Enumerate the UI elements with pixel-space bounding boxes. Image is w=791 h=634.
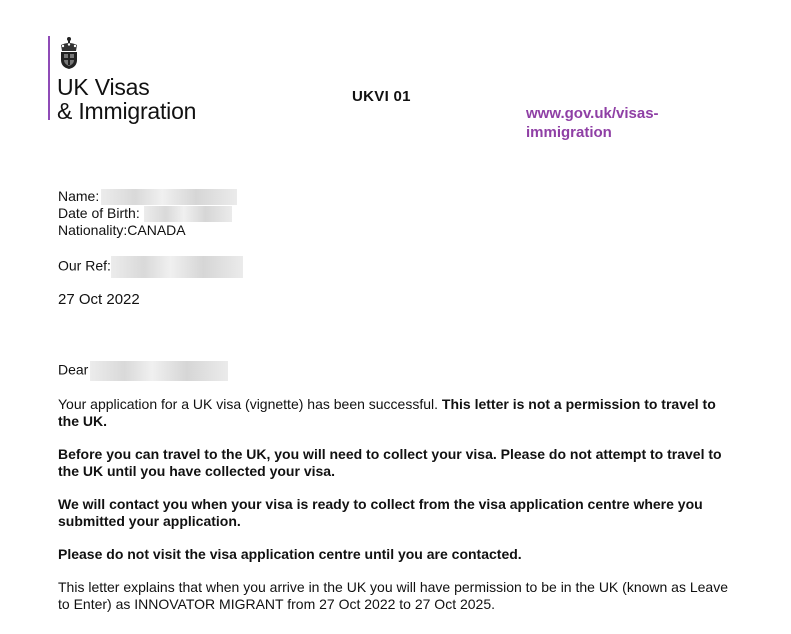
redacted-dob	[144, 206, 232, 222]
logo-text-line2: & Immigration	[57, 98, 197, 124]
nationality-label: Nationality:	[58, 222, 128, 238]
redacted-name	[101, 189, 237, 205]
dob-label: Date of Birth:	[58, 205, 140, 221]
salutation	[58, 361, 228, 381]
letter-body	[58, 396, 728, 629]
name-label: Name:	[58, 188, 100, 204]
paragraph-collect-visa: Before you can travel to the UK, you will need to collect your visa. Please do not attempt to travel to the UK until you have collected your visa.	[58, 446, 722, 479]
dob-row	[58, 205, 237, 222]
nationality-value: CANADA	[127, 222, 186, 238]
nationality-row	[58, 222, 237, 239]
redacted-recipient	[90, 361, 228, 381]
letter-date: 27 Oct 2022	[58, 291, 140, 308]
website-link[interactable]	[526, 104, 701, 142]
name-row	[58, 188, 237, 205]
ukvi-logo	[48, 36, 218, 124]
logo-text-line1: UK Visas	[57, 74, 150, 100]
paragraph-approval-bold: This letter is not a permission to travel to the UK.	[58, 396, 716, 429]
royal-crest-icon	[58, 36, 80, 70]
salutation-text: Dear	[58, 361, 89, 378]
document-code: UKVI 01	[352, 88, 411, 105]
logo-accent-bar	[48, 36, 50, 120]
paragraph-approval-normal: Your application for a UK visa (vignette) has been successful.	[58, 396, 442, 412]
paragraph-leave-to-enter: This letter explains that when you arrive in the UK you will have permission to be in the UK (known as Leave to Enter) as INNOVATOR MIGRANT from 27 Oct 2022 to 27 Oct 2025.	[58, 579, 729, 612]
reference-row	[58, 256, 243, 278]
paragraph-contact: We will contact you when your visa is ready to collect from the visa application centre where you submitted your application.	[58, 496, 703, 529]
paragraph-do-not-visit: Please do not visit the visa application centre until you are contacted.	[58, 546, 522, 562]
applicant-details	[58, 188, 237, 239]
reference-label: Our Ref:	[58, 257, 111, 274]
website-link-line2: immigration	[526, 124, 612, 141]
website-link-line1: www.gov.uk/visas-	[526, 105, 659, 122]
paragraph-approval	[58, 396, 728, 430]
redacted-reference	[111, 256, 243, 278]
